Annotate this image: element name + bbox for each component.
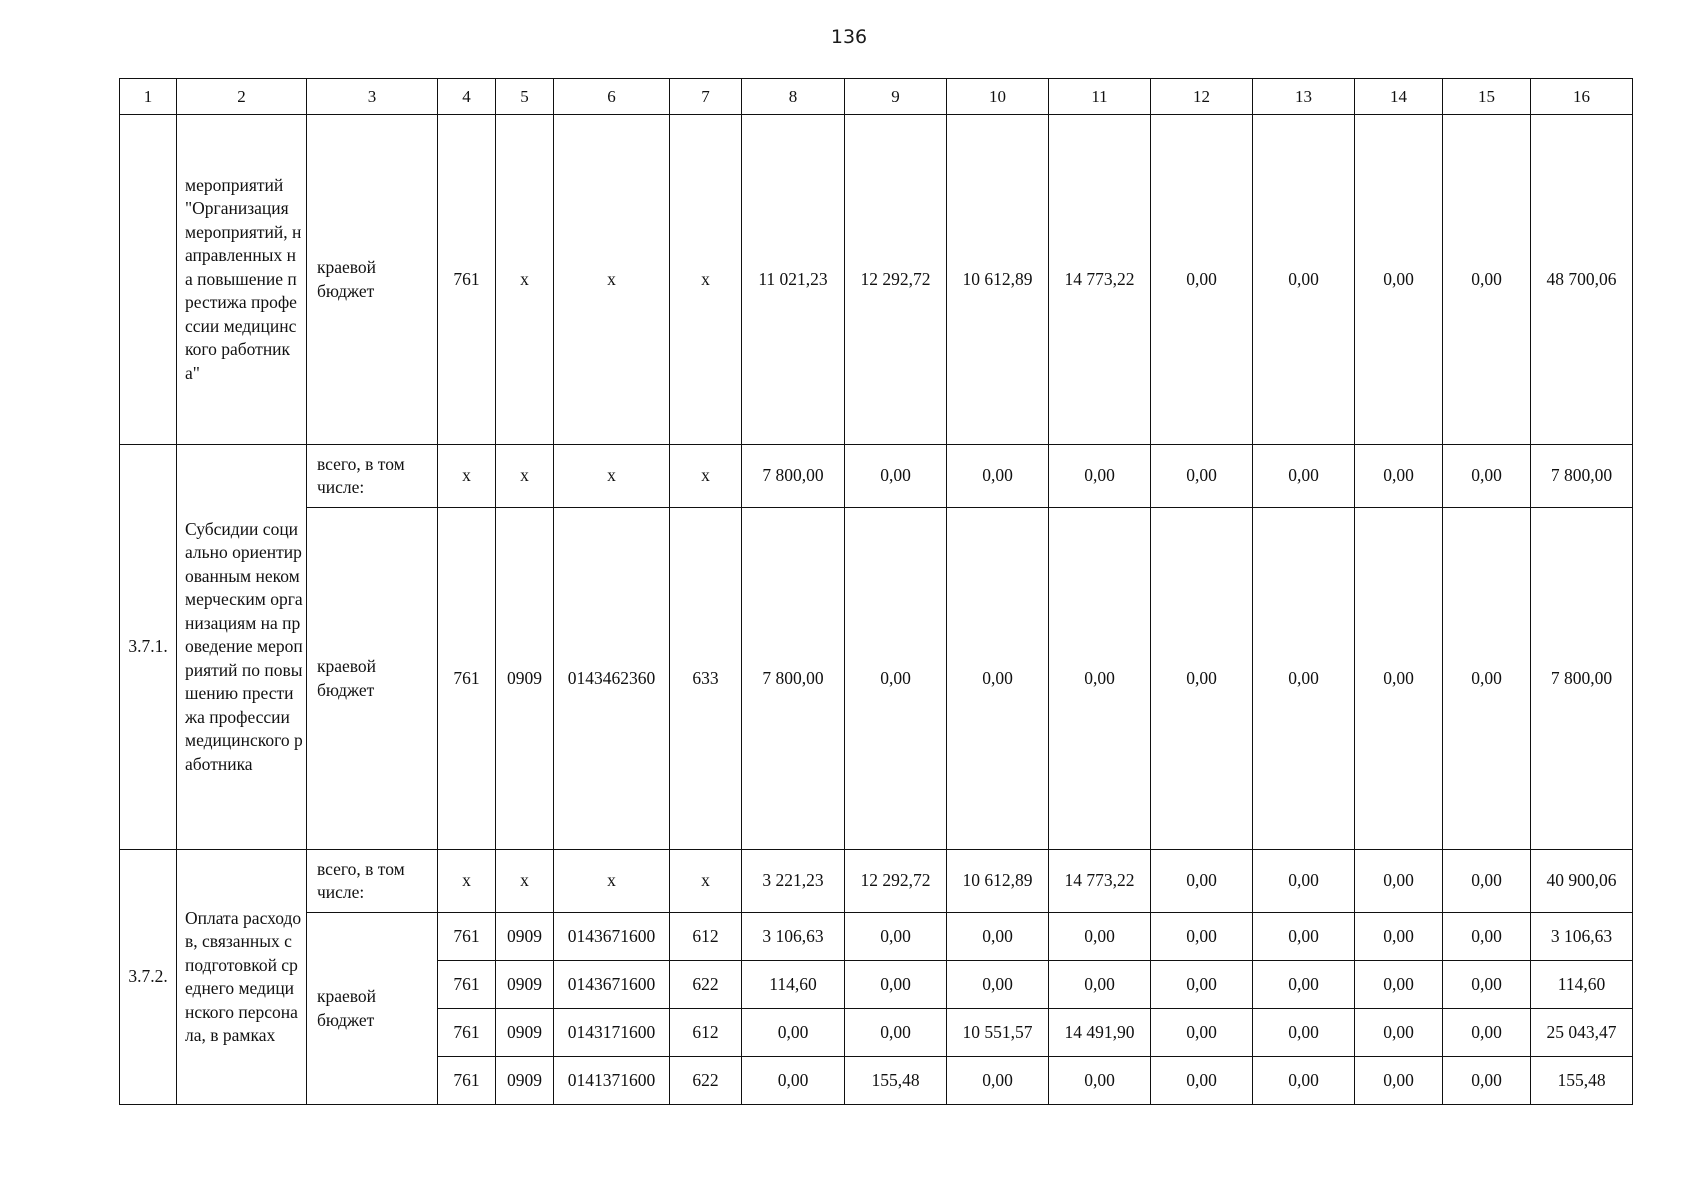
column-header: 14 <box>1355 79 1443 115</box>
table-cell: 0,00 <box>1049 445 1151 508</box>
table-cell: 155,48 <box>1531 1057 1633 1105</box>
table-cell: 12 292,72 <box>845 850 947 913</box>
funding-source-cell: краевой бюджет <box>307 508 438 850</box>
table-cell: 3 221,23 <box>742 850 845 913</box>
table-cell: 0909 <box>496 961 554 1009</box>
table-cell: 761 <box>438 961 496 1009</box>
table-cell: 0143171600 <box>554 1009 670 1057</box>
table-cell: 0,00 <box>947 961 1049 1009</box>
table-cell: 0,00 <box>1253 1057 1355 1105</box>
column-header: 1 <box>120 79 177 115</box>
table-cell: 0,00 <box>1443 508 1531 850</box>
table-cell: 0,00 <box>845 1009 947 1057</box>
table-cell: 0,00 <box>1355 850 1443 913</box>
table-cell: 0,00 <box>1151 961 1253 1009</box>
table-cell: x <box>670 445 742 508</box>
table-cell: 0,00 <box>947 508 1049 850</box>
table-cell: 0,00 <box>742 1009 845 1057</box>
table-cell: 0,00 <box>845 913 947 961</box>
column-header: 10 <box>947 79 1049 115</box>
table-cell: 0,00 <box>1355 115 1443 445</box>
table-cell: 0909 <box>496 1009 554 1057</box>
column-header: 12 <box>1151 79 1253 115</box>
table-cell: x <box>554 445 670 508</box>
funding-source-cell: краевой бюджет <box>307 913 438 1105</box>
table-cell: 0909 <box>496 913 554 961</box>
table-cell: 0,00 <box>1443 913 1531 961</box>
column-header: 13 <box>1253 79 1355 115</box>
table-cell: 3 106,63 <box>1531 913 1633 961</box>
funding-source-cell: всего, в том числе: <box>307 445 438 508</box>
table-cell: 7 800,00 <box>1531 445 1633 508</box>
table-cell: 761 <box>438 913 496 961</box>
table-cell: 0,00 <box>1049 961 1151 1009</box>
table-cell: 0,00 <box>1253 1009 1355 1057</box>
table-cell: 0,00 <box>1443 445 1531 508</box>
table-cell: 0,00 <box>1253 961 1355 1009</box>
column-header: 11 <box>1049 79 1151 115</box>
table-cell: 7 800,00 <box>742 508 845 850</box>
table-cell: x <box>496 850 554 913</box>
table-cell: 0,00 <box>1253 913 1355 961</box>
table-cell: 0,00 <box>1443 850 1531 913</box>
column-header: 15 <box>1443 79 1531 115</box>
table-cell: 0,00 <box>947 1057 1049 1105</box>
table-cell: 0143462360 <box>554 508 670 850</box>
table-cell: 48 700,06 <box>1531 115 1633 445</box>
table-cell: 0,00 <box>1355 445 1443 508</box>
table-cell: 0,00 <box>1253 850 1355 913</box>
table-cell: 0,00 <box>1443 1009 1531 1057</box>
row-number-cell <box>120 115 177 445</box>
table-cell: 0,00 <box>947 913 1049 961</box>
table-cell: 0,00 <box>1049 913 1151 961</box>
event-name-cell: мероприятий "Организация мероприятий, направленных на повышение престижа профессии медицинского работника" <box>177 115 307 445</box>
table-cell: 10 551,57 <box>947 1009 1049 1057</box>
table-cell: 0,00 <box>1049 1057 1151 1105</box>
table-cell: 0,00 <box>1443 115 1531 445</box>
table-row <box>120 115 1633 445</box>
table-cell: 10 612,89 <box>947 115 1049 445</box>
table-cell: 40 900,06 <box>1531 850 1633 913</box>
table-cell: 0909 <box>496 1057 554 1105</box>
table-cell: 622 <box>670 1057 742 1105</box>
table-cell: x <box>496 115 554 445</box>
table-cell: 0141371600 <box>554 1057 670 1105</box>
table-cell: 14 491,90 <box>1049 1009 1151 1057</box>
table-cell: 0,00 <box>845 445 947 508</box>
table-cell: 0,00 <box>1151 115 1253 445</box>
table-cell: x <box>554 115 670 445</box>
table-cell: 11 021,23 <box>742 115 845 445</box>
table-cell: x <box>670 850 742 913</box>
table-cell: 3 106,63 <box>742 913 845 961</box>
row-number-cell: 3.7.1. <box>120 445 177 850</box>
table-cell: 0,00 <box>1151 445 1253 508</box>
table-cell: 612 <box>670 1009 742 1057</box>
table-cell: x <box>496 445 554 508</box>
table-cell: 12 292,72 <box>845 115 947 445</box>
table-cell: 761 <box>438 115 496 445</box>
table-cell: 0,00 <box>1151 508 1253 850</box>
table-cell: 0,00 <box>1355 508 1443 850</box>
column-header: 2 <box>177 79 307 115</box>
event-name-cell: Оплата расходов, связанных с подготовкой среднего медицинского персонала, в рамках <box>177 850 307 1105</box>
table-cell: 0143671600 <box>554 913 670 961</box>
table-cell: x <box>438 445 496 508</box>
table-cell: 0,00 <box>1151 1057 1253 1105</box>
table-cell: 0,00 <box>845 508 947 850</box>
table-cell: 0,00 <box>1253 508 1355 850</box>
table-cell: x <box>438 850 496 913</box>
table-cell: 0,00 <box>845 961 947 1009</box>
table-cell: 0,00 <box>1355 1057 1443 1105</box>
table-cell: 0,00 <box>742 1057 845 1105</box>
table-cell: 0,00 <box>1151 913 1253 961</box>
table-cell: 0,00 <box>1151 850 1253 913</box>
table-row <box>120 850 1633 913</box>
table-cell: 10 612,89 <box>947 850 1049 913</box>
table-cell: x <box>554 850 670 913</box>
row-number-cell: 3.7.2. <box>120 850 177 1105</box>
funding-source-cell: краевой бюджет <box>307 115 438 445</box>
column-header: 4 <box>438 79 496 115</box>
table-cell: 14 773,22 <box>1049 115 1151 445</box>
table-cell: 612 <box>670 913 742 961</box>
table-row <box>120 913 1633 961</box>
table-cell: 114,60 <box>1531 961 1633 1009</box>
table-cell: 0,00 <box>1049 508 1151 850</box>
column-header: 5 <box>496 79 554 115</box>
table-cell: 761 <box>438 508 496 850</box>
column-header: 8 <box>742 79 845 115</box>
table-cell: 7 800,00 <box>742 445 845 508</box>
table-cell: 25 043,47 <box>1531 1009 1633 1057</box>
column-number-row <box>120 79 1633 115</box>
column-header: 3 <box>307 79 438 115</box>
table-cell: 761 <box>438 1009 496 1057</box>
column-header: 9 <box>845 79 947 115</box>
table-row <box>120 508 1633 850</box>
table-cell: 155,48 <box>845 1057 947 1105</box>
table-row <box>120 445 1633 508</box>
table-cell: 114,60 <box>742 961 845 1009</box>
table-cell: 0,00 <box>1443 1057 1531 1105</box>
column-header: 16 <box>1531 79 1633 115</box>
table-cell: 0,00 <box>947 445 1049 508</box>
table-cell: 761 <box>438 1057 496 1105</box>
table-cell: 633 <box>670 508 742 850</box>
table-cell: 14 773,22 <box>1049 850 1151 913</box>
table-cell: 0,00 <box>1151 1009 1253 1057</box>
table-cell: 0,00 <box>1355 1009 1443 1057</box>
table-cell: 7 800,00 <box>1531 508 1633 850</box>
table-cell: 0,00 <box>1443 961 1531 1009</box>
budget-table <box>119 78 1633 1105</box>
event-name-cell: Субсидии социально ориентированным некоммерческим организациям на проведение мероприятий по повышению престижа профессии медицинского работника <box>177 445 307 850</box>
table-cell: 0,00 <box>1253 445 1355 508</box>
funding-source-cell: всего, в том числе: <box>307 850 438 913</box>
page-number: 136 <box>830 26 868 48</box>
table-cell: x <box>670 115 742 445</box>
table-cell: 0,00 <box>1355 961 1443 1009</box>
table-cell: 0,00 <box>1253 115 1355 445</box>
table-cell: 622 <box>670 961 742 1009</box>
column-header: 7 <box>670 79 742 115</box>
column-header: 6 <box>554 79 670 115</box>
table-cell: 0,00 <box>1355 913 1443 961</box>
table-cell: 0909 <box>496 508 554 850</box>
table-cell: 0143671600 <box>554 961 670 1009</box>
